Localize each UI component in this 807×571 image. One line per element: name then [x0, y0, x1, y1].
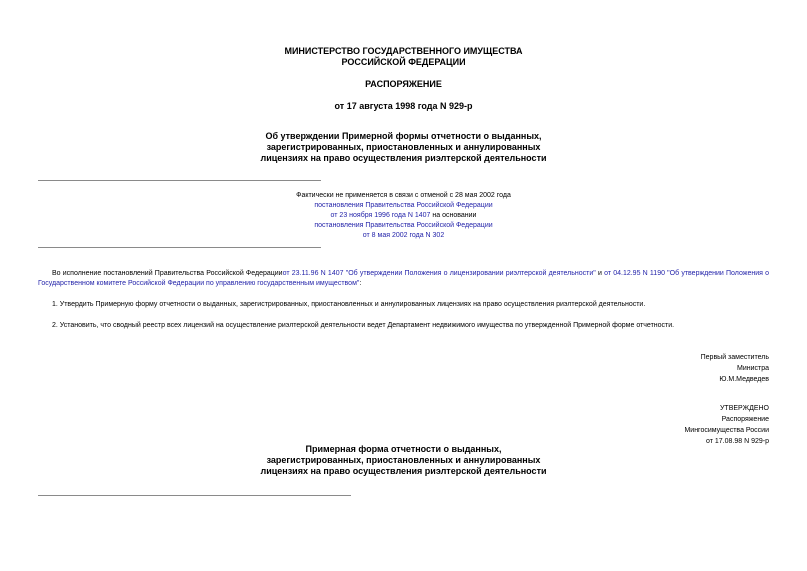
status-note-basis: на основании — [430, 212, 477, 219]
status-note-text: Фактически не применяется в связи с отменой с 28 мая 2002 года — [296, 192, 511, 199]
divider-bottom — [38, 247, 321, 248]
intro-text: Во исполнение постановлений Правительства Российской Федерации — [52, 270, 283, 277]
approval-ministry: Мингосимущества России — [684, 427, 769, 434]
divider-form — [38, 495, 351, 496]
ministry-name-line1: МИНИСТЕРСТВО ГОСУДАРСТВЕННОГО ИМУЩЕСТВА — [284, 46, 523, 56]
intro-and: и — [595, 270, 605, 277]
document-date: от 17 августа 1998 года N 929-р — [334, 101, 473, 111]
document-type: РАСПОРЯЖЕНИЕ — [365, 79, 442, 89]
signature-block — [500, 352, 769, 385]
signature-name: Ю.М.Медведев — [719, 376, 769, 383]
status-link-decree-302-line1[interactable]: постановления Правительства Российской Федерации — [314, 222, 493, 229]
body-item-1: 1. Утвердить Примерную форму отчетности о выданных, зарегистрированных, приостановленных и аннулированных лицензиях на право осуществления риэлтерской деятельности. — [52, 301, 646, 308]
body-intro — [38, 269, 769, 289]
form-title-line1: Примерная форма отчетности о выданных, — [305, 444, 502, 454]
title-line2: зарегистрированных, приостановленных и аннулированных — [266, 142, 541, 152]
approval-doc: Распоряжение — [721, 416, 769, 423]
approval-heading: УТВЕРЖДЕНО — [719, 405, 769, 412]
ministry-name-line2: РОССИЙСКОЙ ФЕДЕРАЦИИ — [341, 57, 466, 67]
signature-position: Первый заместитель — [700, 354, 769, 361]
signature-office: Министра — [736, 365, 769, 372]
intro-link-decree-1190[interactable]: от 04.12.95 N 1190 "Об утверждении Положения о Государственном комитете Российской Федерации по управлению государственным имуществом" — [38, 270, 769, 287]
status-link-decree-302-line2[interactable]: от 8 мая 2002 года N 302 — [362, 232, 445, 239]
document-header — [0, 46, 807, 68]
status-note — [0, 191, 807, 241]
divider-top — [38, 180, 321, 181]
form-title-line2: зарегистрированных, приостановленных и аннулированных — [266, 455, 541, 465]
body-item-2: 2. Установить, что сводный реестр всех лицензий на осуществление риэлтерской деятельности ведет Департамент недвижимого имущества по утвержденной Примерной форме отчетности. — [52, 322, 675, 329]
form-title-line3: лицензиях на право осуществления риэлтерской деятельности — [260, 466, 547, 476]
title-line1: Об утверждении Примерной формы отчетности о выданных, — [265, 131, 542, 141]
intro-link-decree-1407[interactable]: от 23.11.96 N 1407 "Об утверждении Положения о лицензировании риэлтерской деятельности" — [282, 270, 596, 277]
form-title — [0, 444, 807, 477]
approval-block — [500, 403, 769, 447]
document-title — [0, 131, 807, 164]
status-link-decree-1407-line1[interactable]: постановления Правительства Российской Федерации — [314, 202, 493, 209]
intro-end: : — [359, 280, 362, 287]
title-line3: лицензиях на право осуществления риэлтерской деятельности — [260, 153, 547, 163]
status-link-decree-1407-line2[interactable]: от 23 ноября 1996 года N 1407 — [330, 212, 431, 219]
approval-date: от 17.08.98 N 929-р — [706, 438, 769, 445]
